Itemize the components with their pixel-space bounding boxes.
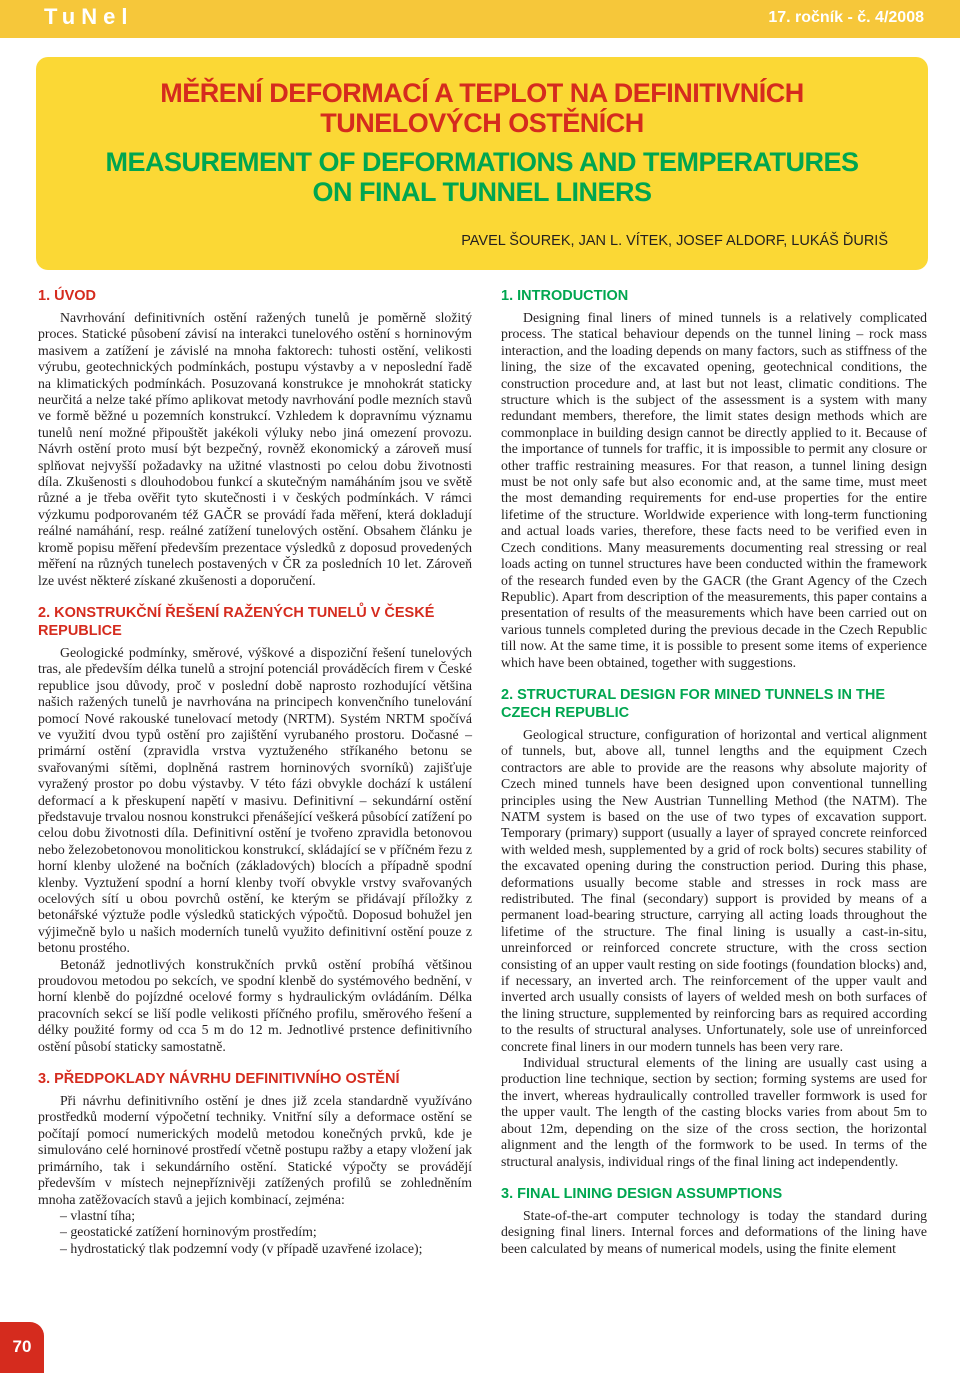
paragraph: Designing final liners of mined tunnels is a relatively complicated process. The statical behaviour depends on the tunnel lining – rock mass interaction, and the loading depends on many factors, such as stiffness of the lining, the size of the excavated opening, geotechnical conditions, the construction procedure and, at last but not least, climatic conditions. The structure which is the subject of the assessment is a system with many redundant members, therefore, the limit states design methods which are commonplace in building design cannot be directly applied to it. Because of the importance of tunnels for traffic, it is impossible to permit any closure or other traffic restraining measures. For that reason, a tunnel lining design must be not only safe but also economic and, at the same time, must meet the most demanding requirements for end-use properties for the entire lifetime of the structure. Worldwide experience with long-term functioning and actual loads varies, therefore, these facts need to be verified even in Czech conditions. Many measurements documenting real stressing or real loads acting on tunnel structures have been conducted within the framework of the research funded even by the GACR (the Grant Agency of the Czech Republic). Apart from description of the measurements, this paper contains a presentation of results of the measurements which have been carried out on various tunnels completed during the previous decade in the Czech Republic till now. At the same time, it is possible to present some items of experience which have been obtained, together with suggestions. [501,310,927,670]
section-heading-uvod: 1. ÚVOD [38,288,97,304]
paragraph: Betonáž jednotlivých konstrukčních prvků ostění probíhá většinou proudovou metodou po sekcích, ve spodní klenbě do systémového bednění, v horní klenbě do pojízdné ocelové formy s hydraulickým ovládáním. Délka pracovních sekcí se liší podle velikosti příčného profilu, směrového řešení a délky použité formy od cca 5 m do 12 m. Jednotlivé prstence definitivního ostění působí staticky samostatně. [38,956,472,1054]
list-item: – geostatické zatížení horninovým prostředím; [60,1224,317,1240]
section-heading-introduction: 1. INTRODUCTION [501,288,629,304]
czech-column [38,287,472,1257]
english-column [501,287,927,1257]
authors: PAVEL ŠOUREK, JAN L. VÍTEK, JOSEF ALDORF, LUKÁŠ ĎURIŠ [461,233,888,249]
paragraph: Geologické podmínky, směrové, výškové a dispoziční řešení tunelových tras, ale především délka tunelů a strojní potenciál prováděcích firem v České republice jsou důvody, proč v poslední době naprosto rozhodující většina našich ražených tunelů je navrhována na principech konvenčního tunelování pomocí Nové rakouské tunelovací metody (NRTM). Systém NRTM spočívá ve využití dvou typů ostění pro zajištění vyrubaného prostoru. Dočasné – primární ostění (zpravidla vrstva vyztuženého stříkaného betonu se svařovanými sítěmi, doplněná rastrem horninových svorníků) zajišťuje vyražený prostor po dobu výstavby. V této fázi obvykle dochází k ustálení deformací a k přeskupení napětí v masivu. Definitivní – sekundární ostění představuje trvalou nosnou konstrukci přenášející veškerá působící zatížení po celou dobu životnosti díla. Definitivní ostění je tvořeno zpravidla betonovou nebo železobetonovou monolitickou konstrukcí, skládající se v příčném řezu z horní klenby uložené na bočních (základových) blocích a případně spodní klenby. Vyztužení spodní a horní klenby tvoří obvykle vrstvy svařovaných ocelových sítí u obou povrchů ostění, ke kterým se přidávají příložky z betonářské výztuže podle výsledků statických výpočtů. Doposud bohužel jen výjimečně bylo u našich moderních tunelů využito definitivní ostění pouze z betonu prostého. [38,644,472,956]
title-czech [36,78,928,138]
paragraph: Při návrhu definitivního ostění je dnes již zcela standardně využíváno prostředků moderní výpočetní techniky. Vnitřní síly a deformace ostění se počítají pomocí numerických modelů metodou konečných prvků, kde je simulováno celé horninové prostředí včetně postupu ražby a etapy vložení jak primárního, tak i sekundárního ostění. Statické výpočty se provádějí především v místech nejnepříznivěji zatížených profilů se zohledněním mnoha zatěžovacích stavů a jejich kombinací, zejména: [38,1093,472,1207]
paragraph: State-of-the-art computer technology is today the standard during designing final liners. Internal forces and deformations of the lining have been calculated by means of numerical models, using the finite element [501,1207,927,1256]
list-item: – hydrostatický tlak podzemní vody (v případě uzavřené izolace); [60,1240,423,1256]
page-number: 70 [12,1337,32,1356]
paragraph: Individual structural elements of the lining are usually cast using a production line technique, section by section; forming systems are used for the invert, whereas hydraulically controlled traveller formwork is used for the upper vault. The length of the casting blocks varies from about 5m to about 12m, depending on the size of the cross section, the horizontal alignment and the length of the formwork to be used. In terms of the structural analysis, individual rings of the final lining act independently. [501,1055,927,1169]
list-item: – vlastní tíha; [60,1207,136,1223]
title-en-line2: ON FINAL TUNNEL LINERS [312,177,652,207]
issue-label: 17. ročník - č. 4/2008 [768,9,924,26]
title-english [36,147,928,207]
title-cz-line1: MĚŘENÍ DEFORMACÍ A TEPLOT NA DEFINITIVNÍCH [160,78,804,108]
paragraph: Navrhování definitivních ostění ražených tunelů je poměrně složitý proces. Statické působení závisí na interakci tunelového ostění s horninovým masivem a zatížení je závislé na mnoha faktorech: tuhosti ostění, velikosti výrubu, geotechnických podmínkách, postupu výstavby a v neposlední řadě na klimatických podmínkách. Posuzovaná konstrukce je mnohokrát staticky neurčitá a nelze také přímo aplikovat metody navrhování podle mezních stavů ve formě běžné u pozemních konstrukcí. Vzhledem k dopravnímu významu tunelů není možné připouštět jakékoli výluky nebo jiná omezení provozu. Návrh ostění proto musí být bezpečný, rovněž ekonomický a zároveň musí splňovat nejvyšší požadavky na užitné vlastnosti po celou dobu životnosti díla. Zkušenosti s dlouhodobou funkcí a skutečným namáháním jsou ve světě různé a je třeba ověřit tyto skutečnosti i v českých podmínkách. V rámci výzkumu podporovaném též GAČR se provádí řada měření, která dokladují reálné namáhání, resp. reálné zatížení tunelových ostění. Obsahem článku je kromě popisu měření především prezentace výsledků z doposud provedených měření na různých tunelech postavených v ČR za posledních 10 let. Zároveň lze uvést některé získané zkušenosti a doporučení. [38,310,472,588]
section-heading-konstrukcni-reseni: 2. KONSTRUKČNÍ ŘEŠENÍ RAŽENÝCH TUNELŮ V ČESKÉ REPUBLICE [38,604,435,639]
title-cz-line2: TUNELOVÝCH OSTĚNÍCH [320,108,644,138]
paragraph: Geological structure, configuration of horizontal and vertical alignment of tunnels, but, above all, tunnel lengths and the equipment Czech contractors are able to provide are the reasons why absolute majority of Czech mined tunnels have been designed upon conventional tunnelling principles using the New Austrian Tunnelling Method (the NATM). The NATM system is based on the use of two types of excavation support. Temporary (primary) support (usually a layer of sprayed concrete reinforced with welded mesh, supplemented by a grid of rock bolts) secures stability of the excavated opening during the construction period. During this phase, deformations usually become stable and stresses in rock mass are redistributed. The final (secondary) support is provided by means of a permanent load-bearing structure, carrying all acting loads throughout the lifetime of the structure. The final lining is usually a cast-in-situ, unreinforced or reinforced concrete structure, with the cross section consisting of an upper vault resting on side footings (foundation blocks) and, if necessary, an inverted arch. The reinforcement of the upper vault and inverted arch usually consists of layers of welded mesh on both surfaces of the lining structure, supplemented by reinforcing bars as required according to the results of structural analyses. Unfortunately, sole use of unreinforced concrete final liners in our modern tunnels has been very rare. [501,726,927,1054]
load-cases-list [38,1208,472,1257]
section-heading-design-assumptions: 3. FINAL LINING DESIGN ASSUMPTIONS [501,1185,783,1202]
page-number-tab [0,1322,44,1373]
title-en-line1: MEASUREMENT OF DEFORMATIONS AND TEMPERATURES [105,147,859,177]
title-box [36,57,928,270]
section-heading-structural-design: 2. STRUCTURAL DESIGN FOR MINED TUNNELS IN THE CZECH REPUBLIC [501,686,885,721]
header-bar [0,0,960,38]
journal-logo: TuNel [44,4,134,29]
section-heading-predpoklady: 3. PŘEDPOKLADY NÁVRHU DEFINITIVNÍHO OSTĚNÍ [38,1071,400,1088]
